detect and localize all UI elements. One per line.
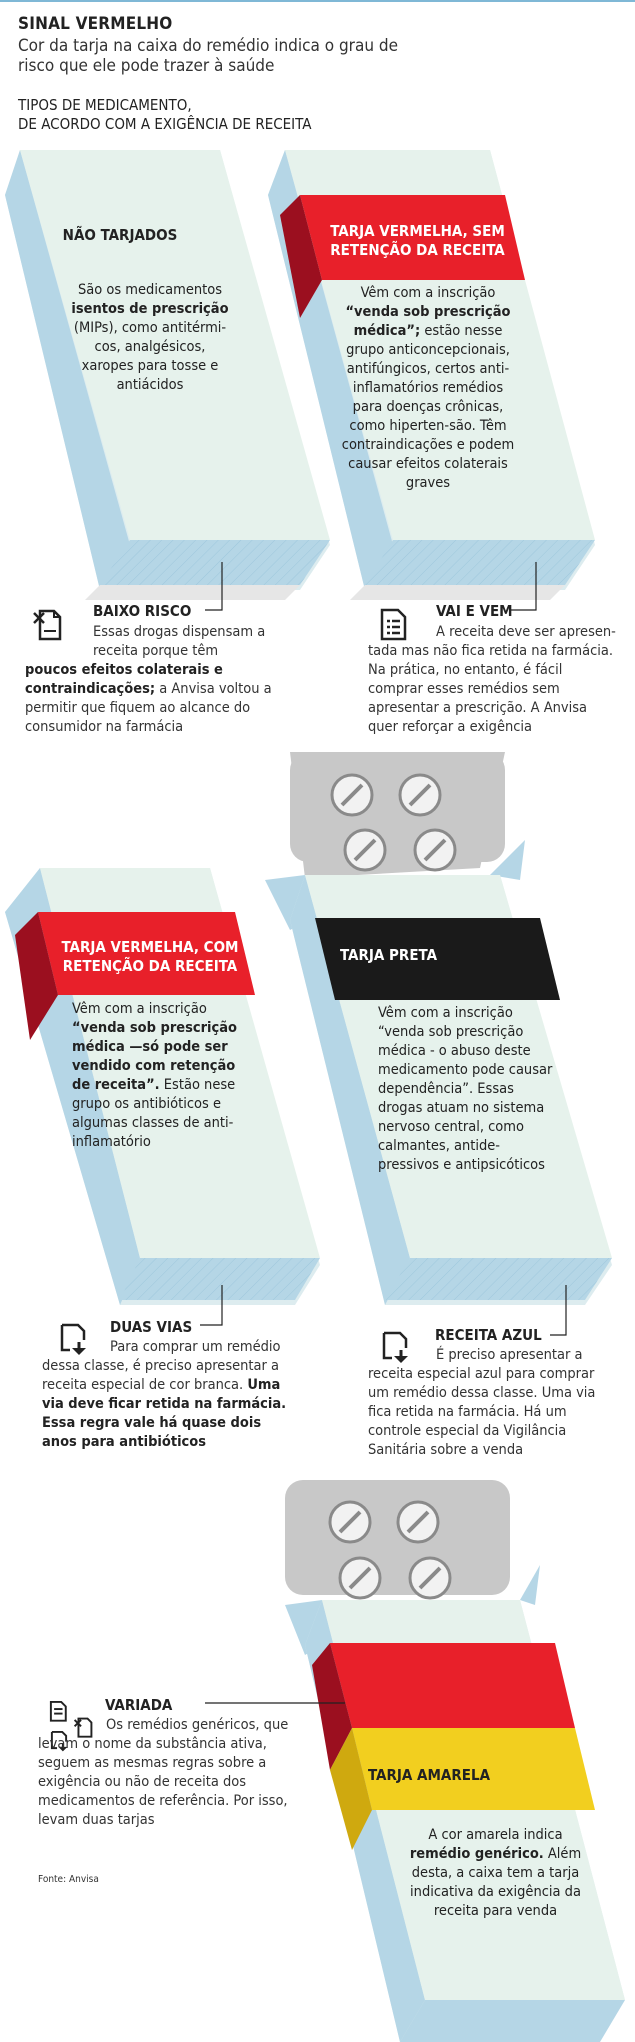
baixo-risco-text-wrap — [25, 623, 290, 661]
tarja-vermelha-sem-label-line2: RETENÇÃO DA RECEITA — [330, 241, 505, 259]
baixo-risco-text2: a Anvisa voltou a permitir que fiquem ao alcance do consumidor na farmácia — [25, 681, 272, 735]
tarja-vermelha-com-body — [72, 1000, 242, 1152]
variada-title: VARIADA — [105, 1696, 173, 1714]
nao-tarjados-body-text1: São os medicamentos — [77, 282, 223, 298]
tarja-amarela-body-text2: Além desta, a caixa tem a tarja indicativa da exigência da receita para venda — [410, 1846, 582, 1919]
box-tarja-amarela — [285, 1480, 625, 2042]
tarja-vermelha-sem-body — [338, 284, 518, 493]
tarja-amarela-body-bold: remédio genérico. — [409, 1846, 544, 1862]
duas-vias-title: DUAS VIAS — [110, 1318, 193, 1336]
variada-text: Os remédios genéricos, que levam o nome da substância ativa, seguem as mesmas regras sobre a exigência ou não de receita dos medicamentos de referência. Por isso, levam duas tarjas — [38, 1717, 289, 1828]
baixo-risco-title: BAIXO RISCO — [93, 602, 192, 620]
tarja-vermelha-sem-body-text1: Vêm com a inscrição — [360, 285, 496, 301]
nao-tarjados-body-bold: isentos de prescrição — [71, 301, 229, 317]
nao-tarjados-body-text2: (MIPs), como antitérmi-cos, analgésicos, xaropes para tosse e antiácidos — [73, 320, 227, 393]
duas-vias-bold: Uma via deve ficar retida na farmácia. Essa regra vale há quase dois anos para antibióticos — [42, 1377, 287, 1450]
tarja-preta-body: Vêm com a inscrição “venda sob prescrição médica - o abuso deste medicamento pode causar dependência”. Essas drogas atuam no sistema nervoso central, como calmantes, antide-pressivos e antipsicóticos — [378, 1005, 553, 1173]
tarja-vermelha-sem-label-line1: TARJA VERMELHA, SEM — [330, 222, 505, 240]
baixo-risco-bold: poucos efeitos colaterais e contraindicações; — [25, 662, 223, 697]
baixo-risco-text — [25, 623, 290, 737]
tarja-vermelha-com-label-line1: TARJA VERMELHA, COM — [61, 938, 239, 956]
tarja-vermelha-com-body-text1: Vêm com a inscrição — [72, 1001, 207, 1017]
page-title: SINAL VERMELHO — [18, 14, 173, 34]
tarja-vermelha-com-label — [50, 938, 250, 976]
nao-tarjados-label: NÃO TARJADOS — [62, 226, 178, 244]
tarja-amarela-body — [398, 1826, 593, 1921]
section-heading — [18, 96, 418, 134]
tarja-amarela-body-text1: A cor amarela indica — [428, 1827, 563, 1843]
baixo-risco-text1: Essas drogas dispensam a receita porque têm — [93, 624, 266, 659]
nao-tarjados-body — [70, 281, 230, 395]
tarja-vermelha-com-label-line2: RETENÇÃO DA RECEITA — [62, 957, 238, 975]
section-heading-line1: TIPOS DE MEDICAMENTO, — [18, 96, 192, 114]
source-credit: Fonte: Anvisa — [38, 1874, 99, 1885]
duas-vias-text1: Para comprar um remédio dessa classe, é preciso apresentar a receita especial de cor branca. — [42, 1339, 281, 1393]
vai-e-vem-text: A receita deve ser apresen-tada mas não fica retida na farmácia. Na prática, no entanto, é fácil comprar esses remédios sem apresentar a prescrição. A Anvisa quer reforçar a exigência — [368, 624, 616, 735]
receita-azul-text: É preciso apresentar a receita especial azul para comprar um remédio dessa classe. Uma via fica retida na farmácia. Há um controle especial da Vigilância Sanitária sobre a venda — [368, 1347, 596, 1458]
tarja-preta-label: TARJA PRETA — [340, 946, 438, 964]
receita-azul-title: RECEITA AZUL — [435, 1326, 542, 1344]
vai-e-vem-title: VAI E VEM — [436, 602, 513, 620]
tarja-vermelha-com-body-bold: “venda sob prescrição médica —só pode ser vendido com retenção de receita”. — [72, 1020, 238, 1093]
tarja-vermelha-sem-body-text2: estão nesse grupo anticoncepcionais, antifúngicos, certos anti-inflamatórios remédios para doenças crônicas, como hiperten-são. Têm contraindicações e podem causar efeitos colaterais graves — [341, 323, 515, 491]
tarja-amarela-label: TARJA AMARELA — [368, 1766, 491, 1784]
section-heading-line2: DE ACORDO COM A EXIGÊNCIA DE RECEITA — [18, 115, 312, 133]
duas-vias-text — [42, 1338, 292, 1452]
page-subtitle: Cor da tarja na caixa do remédio indica o grau de risco que ele pode trazer à saúde — [18, 36, 399, 76]
tarja-vermelha-sem-label — [315, 222, 520, 260]
tarja-vermelha-com-body-text2: Estão nese grupo os antibióticos e algumas classes de anti-inflamatório — [72, 1077, 236, 1150]
tarja-vermelha-sem-body-bold: “venda sob prescrição médica”; — [345, 304, 511, 339]
